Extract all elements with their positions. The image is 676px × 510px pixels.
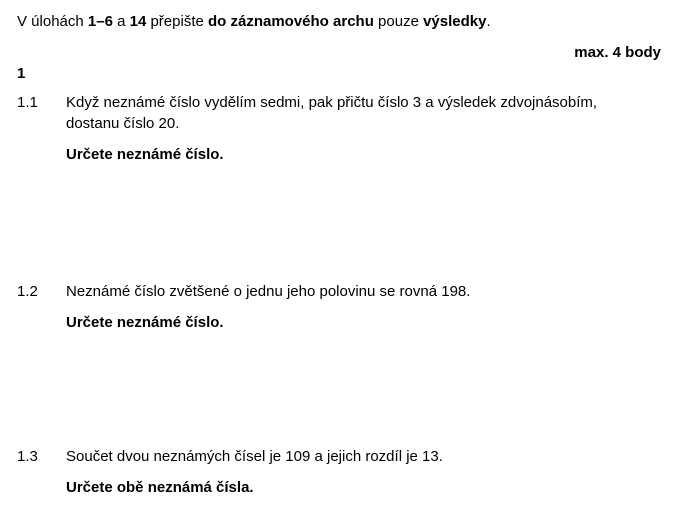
subtask-number: 1.2 [17,283,38,300]
subtask-body [66,92,646,165]
instructions-line [17,11,657,32]
instructions-end: . [486,13,491,30]
subtask-instruction: Určete obě neznámá čísla. [66,479,254,496]
subtask-instruction: Určete neznámé číslo. [66,314,224,331]
max-points-label: max. 4 body [574,44,661,61]
subtask-question: Součet dvou neznámých čísel je 109 a jejich rozdíl je 13. [66,448,443,465]
instructions-mid: přepište [146,13,208,30]
instructions-task-last: 14 [129,13,147,30]
subtask-instruction: Určete neznámé číslo. [66,146,224,163]
task-number: 1 [17,65,26,82]
subtask-question: Když neznámé číslo vydělím sedmi, pak přičtu číslo 3 a výsledek zdvojnásobím, dostanu číslo 20. [66,94,598,132]
subtask-number: 1.3 [17,448,38,465]
instructions-results: výsledky [423,13,487,30]
subtask-body [66,281,646,333]
instructions-prefix: V úlohách [17,13,88,30]
subtask-body [66,446,646,498]
instructions-only: pouze [373,13,424,30]
subtask-question: Neznámé číslo zvětšené o jednu jeho polovinu se rovná 198. [66,283,471,300]
instructions-task-range: 1–6 [87,13,113,30]
subtask-number: 1.1 [17,94,38,111]
instructions-and: a [112,13,130,30]
instructions-target: do záznamového archu [208,13,374,30]
